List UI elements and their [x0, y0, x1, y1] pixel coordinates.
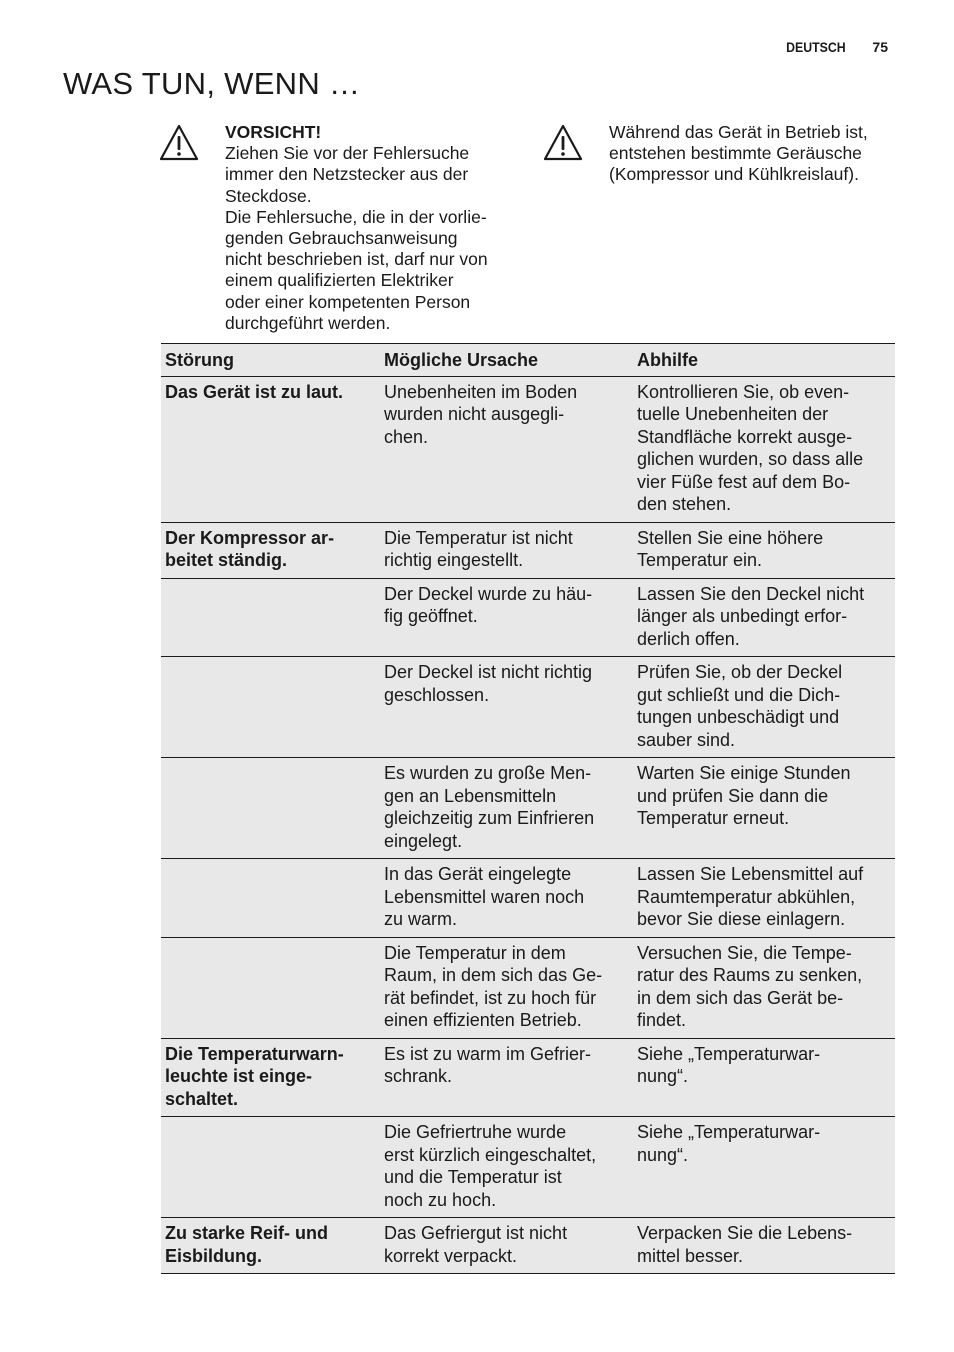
warning-lines: [225, 143, 515, 334]
cause-cell: [380, 1218, 633, 1274]
text-line: wurden nicht ausgegli-: [384, 404, 565, 424]
remedy-cell: [633, 1117, 895, 1218]
remedy-cell: [633, 522, 895, 578]
text-line: Das Gerät ist zu laut.: [165, 381, 344, 402]
warning-triangle-icon: [159, 124, 199, 162]
text-line: schaltet.: [165, 1088, 239, 1109]
remedy-cell: [633, 758, 895, 859]
cause-cell: [380, 522, 633, 578]
text-line: Lassen Sie Lebensmittel auf: [637, 864, 864, 884]
text-line: fig geöffnet.: [384, 606, 478, 626]
text-line: (Kompressor und Kühlkreislauf).: [609, 164, 859, 185]
table-header-row: [161, 344, 895, 377]
page-number: 75: [872, 39, 888, 55]
text-line: gleichzeitig zum Einfrieren: [384, 808, 595, 828]
warning-triangle-icon: [543, 124, 583, 162]
text-line: Raum, in dem sich das Ge-: [384, 965, 603, 985]
text-line: ratur des Raums zu senken,: [637, 965, 863, 985]
text-line: Ziehen Sie vor der Fehlersuche: [225, 143, 470, 164]
warning-noise: [543, 122, 899, 186]
text-line: oder einer kompetenten Person: [225, 291, 471, 312]
table-row: [161, 578, 895, 657]
text-line: mittel besser.: [637, 1245, 744, 1266]
text-line: Die Temperatur in dem: [384, 942, 566, 963]
text-line: nicht beschrieben ist, darf nur von: [225, 249, 488, 270]
text-line: Eisbildung.: [165, 1245, 262, 1266]
text-line: den stehen.: [637, 494, 732, 514]
text-line: derlich offen.: [637, 628, 740, 649]
text-line: erst kürzlich eingeschaltet,: [384, 1144, 597, 1165]
text-line: Es wurden zu große Men-: [384, 763, 592, 783]
text-line: Siehe „Temperaturwar-: [637, 1043, 821, 1064]
text-line: bevor Sie diese einlagern.: [637, 909, 846, 929]
cause-cell: [380, 758, 633, 859]
cause-cell: [380, 376, 633, 522]
text-line: Der Deckel ist nicht richtig: [384, 662, 593, 682]
text-line: zu warm.: [384, 909, 458, 929]
text-line: tungen unbeschädigt und: [637, 707, 840, 727]
text-line: Verpacken Sie die Lebens-: [637, 1223, 853, 1243]
text-line: richtig eingestellt.: [384, 550, 524, 570]
text-line: Steckdose.: [225, 185, 312, 206]
warning-caution: [159, 122, 515, 334]
text-line: schrank.: [384, 1066, 453, 1086]
remedy-cell: [633, 937, 895, 1038]
text-line: glichen wurden, so dass alle: [637, 449, 864, 469]
problem-cell: [161, 657, 380, 758]
cause-cell: [380, 859, 633, 938]
table-row: [161, 1038, 895, 1117]
text-line: Zu starke Reif- und: [165, 1223, 329, 1243]
text-line: tuelle Unebenheiten der: [637, 404, 829, 424]
table-row: [161, 937, 895, 1038]
table-row: [161, 859, 895, 938]
problem-cell: [161, 376, 380, 522]
text-line: gen an Lebensmitteln: [384, 785, 557, 806]
text-line: Die Temperaturwarn-: [165, 1043, 344, 1064]
text-line: Stellen Sie eine höhere: [637, 527, 824, 548]
text-line: nung“.: [637, 1144, 689, 1165]
text-line: Während das Gerät in Betrieb ist,: [609, 122, 868, 142]
remedy-cell: [633, 578, 895, 657]
text-line: nung“.: [637, 1066, 689, 1086]
text-line: Die Gefriertruhe wurde: [384, 1122, 567, 1142]
remedy-cell: [633, 859, 895, 938]
text-line: noch zu hoch.: [384, 1189, 497, 1210]
text-line: sauber sind.: [637, 729, 736, 750]
warning-lines: [609, 122, 899, 186]
problem-cell: [161, 578, 380, 657]
text-line: Raumtemperatur abkühlen,: [637, 886, 856, 907]
text-line: in dem sich das Gerät be-: [637, 987, 844, 1008]
text-line: Siehe „Temperaturwar-: [637, 1122, 821, 1142]
text-line: Der Kompressor ar-: [165, 527, 335, 548]
table-row: [161, 657, 895, 758]
text-line: Temperatur ein.: [637, 550, 763, 570]
problem-cell: [161, 1038, 380, 1117]
text-line: korrekt verpackt.: [384, 1245, 518, 1266]
text-line: Prüfen Sie, ob der Deckel: [637, 662, 843, 682]
table-row: [161, 1218, 895, 1274]
text-line: und prüfen Sie dann die: [637, 785, 829, 806]
table-row: [161, 376, 895, 522]
text-line: Lassen Sie den Deckel nicht: [637, 583, 865, 604]
text-line: immer den Netzstecker aus der: [225, 164, 469, 185]
text-line: und die Temperatur ist: [384, 1167, 562, 1187]
text-line: Versuchen Sie, die Tempe-: [637, 942, 852, 963]
page-header: [778, 39, 888, 55]
text-line: chen.: [384, 426, 429, 447]
text-line: leuchte ist einge-: [165, 1066, 313, 1086]
text-line: Es ist zu warm im Gefrier-: [384, 1043, 592, 1064]
text-line: Lebensmittel waren noch: [384, 886, 585, 907]
problem-cell: [161, 859, 380, 938]
problem-cell: [161, 1117, 380, 1218]
text-line: beitet ständig.: [165, 550, 288, 570]
problem-cell: [161, 758, 380, 859]
cause-cell: [380, 1038, 633, 1117]
cause-cell: [380, 578, 633, 657]
text-line: Das Gefriergut ist nicht: [384, 1223, 568, 1243]
warning-heading: VORSICHT!: [225, 122, 322, 142]
text-line: entstehen bestimmte Geräusche: [609, 143, 862, 164]
cause-cell: [380, 657, 633, 758]
table-row: [161, 758, 895, 859]
text-line: genden Gebrauchsanweisung: [225, 228, 458, 249]
table-body: [161, 376, 895, 1274]
warning-noise-text: [609, 122, 899, 186]
text-line: In das Gerät eingelegte: [384, 864, 572, 884]
text-line: Die Fehlersuche, die in der vorlie-: [225, 206, 487, 227]
text-line: Temperatur erneut.: [637, 808, 790, 828]
text-line: geschlossen.: [384, 684, 490, 705]
text-line: Der Deckel wurde zu häu-: [384, 583, 593, 604]
problem-cell: [161, 937, 380, 1038]
text-line: länger als unbedingt erfor-: [637, 606, 848, 626]
remedy-cell: [633, 1218, 895, 1274]
problem-cell: [161, 522, 380, 578]
text-line: Standfläche korrekt ausge-: [637, 426, 853, 447]
text-line: Kontrollieren Sie, ob even-: [637, 381, 850, 402]
text-line: vier Füße fest auf dem Bo-: [637, 471, 851, 492]
remedy-cell: [633, 376, 895, 522]
troubleshooting-table: [161, 343, 895, 1274]
table-row: [161, 522, 895, 578]
text-line: gut schließt und die Dich-: [637, 684, 841, 705]
text-line: Unebenheiten im Boden: [384, 381, 578, 402]
text-line: einem qualifizierten Elektriker: [225, 270, 454, 291]
remedy-cell: [633, 657, 895, 758]
page-title: WAS TUN, WENN …: [63, 66, 361, 101]
text-line: rät befindet, ist zu hoch für: [384, 987, 597, 1008]
language-label: DEUTSCH: [785, 39, 846, 55]
text-line: einen effizienten Betrieb.: [384, 1010, 582, 1030]
text-line: eingelegt.: [384, 830, 463, 851]
text-line: Die Temperatur ist nicht: [384, 527, 573, 548]
cause-cell: [380, 1117, 633, 1218]
warning-caution-text: [225, 122, 515, 334]
column-header-remedy: Abhilfe: [637, 350, 698, 370]
text-line: Warten Sie einige Stunden: [637, 763, 851, 783]
remedy-cell: [633, 1038, 895, 1117]
cause-cell: [380, 937, 633, 1038]
table-row: [161, 1117, 895, 1218]
column-header-problem: Störung: [165, 350, 234, 370]
text-line: durchgeführt werden.: [225, 312, 391, 333]
problem-cell: [161, 1218, 380, 1274]
text-line: findet.: [637, 1010, 687, 1030]
column-header-cause: Mögliche Ursache: [384, 350, 539, 370]
